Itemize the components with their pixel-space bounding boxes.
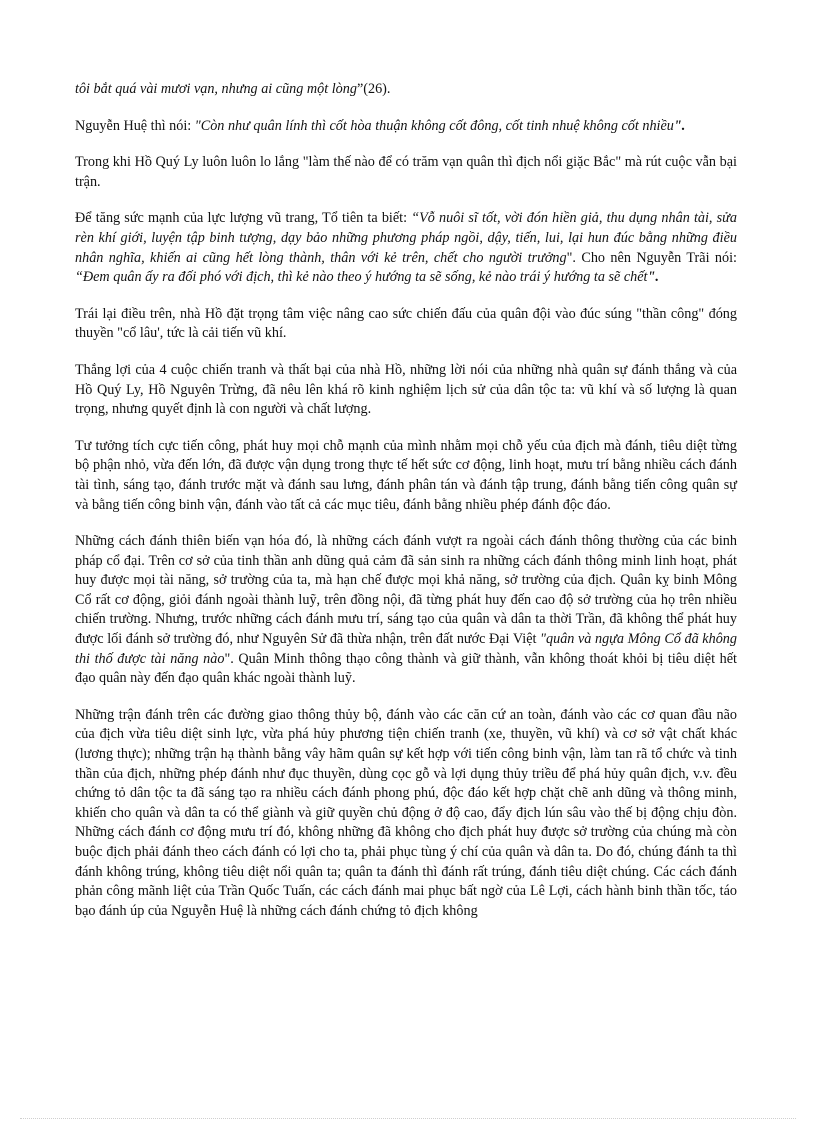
body-text: Những cách đánh thiên biến vạn hóa đó, là những cách đánh vượt ra ngoài cách đánh thông thường của các binh pháp cổ đại. Trên cơ sở của tinh thần anh dũng quả cảm đã sản sinh ra những cách đánh thông minh linh hoạt, phát huy được mọi tài năng, sở trường của ta, mà hạn chế được mọi khả năng, sở trường của địch. Quân kỵ binh Mông Cổ rất cơ động, giỏi đánh ngoài thành luỹ, trên đồng nội, đã từng phát huy đến cao độ sở trường của họ trên nhiều chiến trường. Nhưng, trước những cách đánh mưu trí, sáng tạo của quân và dân ta thời Trần, đã không thể phát huy được lối đánh sở trường đó, như Nguyên Sử đã thừa nhận, trên đất nước Đại Việt xyxy=(75,533,737,648)
body-text: Tư tưởng tích cực tiến công, phát huy mọi chỗ mạnh của mình nhằm mọi chỗ yếu của địch mà đánh, tiêu diệt từng bộ phận nhỏ, vừa đến lớn, đã được vận dụng trong thực tế hết sức cơ động, linh hoạt, mưu trí bằng nhiều cách đánh tài tình, sáng tạo, đánh trước mặt và đánh sau lưng, đánh phân tán và đánh tập trung, đánh bằng tiến công quân sự và bằng tiến công binh vận, đánh vào tất cả các mục tiêu, đánh bằng nhiều phép đánh độc đáo. xyxy=(75,437,737,513)
body-text: Những trận đánh trên các đường giao thông thủy bộ, đánh vào các căn cứ an toàn, đánh vào các cơ quan đầu não của địch vừa tiêu diệt sinh lực, vừa phá hủy phương tiện chiến tranh (xe, thuyền, vũ khí) và cơ sở vật chất khác (lương thực); những trận hạ thành bằng vây hãm quân sự kết hợp với tiến công binh vận, làm tan rã tổ chức và tinh thần của địch, những phép đánh như đục thuyền, dùng cọc gỗ và lợi dụng thủy triều để phá hủy quân địch, v.v. đều chứng tỏ dân tộc ta đã sáng tạo ra nhiều cách đánh phong phú, độc đáo kết hợp chặt chẽ anh dũng và thông minh, khiến cho quân và dân ta có thể giành và giữ quyền chủ động ở độ cao, đẩy địch lún sâu vào thế bị động chịu đòn. Những cách đánh cơ động mưu trí đó, không những đã không cho địch phát huy được sở trường của chúng mà còn buộc địch phải đánh theo cách đánh có lợi cho ta, phải phục tùng ý chí của quân và dân ta. Do đó, chúng đánh ta thì đánh không trúng, không tiêu diệt nổi quân ta; quân ta đánh thì đánh rất trúng, đánh tiêu diệt chúng. Các cách đánh phản công mãnh liệt của Trần Quốc Tuấn, các cách đánh mai phục bất ngờ của Lê Lợi, cách hành binh thần tốc, táo bạo đánh úp của Nguyễn Huệ là những cách đánh chứng tỏ địch không xyxy=(75,706,737,919)
body-text: ". Quân Minh thông thạo công thành và giữ thành, vẫn không thoát khỏi bị tiêu diệt hết đạo quân này đến đạo quân khác ngoài thành luỹ. xyxy=(75,650,737,687)
body-text: Trong khi Hồ Quý Ly luôn luôn lo lắng "làm thế nào để có trăm vạn quân thì địch nổi giặc Bắc" mà rút cuộc vẫn bại trận. xyxy=(75,154,737,190)
paragraph-3 xyxy=(75,153,737,192)
paragraph-4 xyxy=(75,209,737,287)
quote-text: “Vỗ nuôi sĩ tốt, vời đón hiền giả, thu dụng nhân tài, sửa rèn khí giới, luyện tập binh tượng, dạy bảo những phương pháp ngồi, dậy, tiến, lui, lại hun đúc bằng những điều nhân nghĩa, khiến ai cũng hết lòng thành, thân với kẻ trên, chết cho người trưởng xyxy=(75,210,737,266)
page-bottom-rule xyxy=(20,1118,796,1119)
quote-text: tôi bắt quá vài mươi vạn, nhưng ai cũng một lòng xyxy=(75,81,357,97)
body-text: ”(26). xyxy=(356,81,391,97)
quote-text: “Đem quân ấy ra đối phó với địch, thì kẻ nào theo ý hướng ta sẽ sống, kẻ nào trái ý hướng ta sẽ chết xyxy=(75,269,648,286)
paragraph-2 xyxy=(75,117,737,137)
quote-close: ". xyxy=(673,117,686,134)
paragraph-1 xyxy=(75,80,737,100)
body-text: Để tăng sức mạnh của lực lượng vũ trang, Tổ tiên ta biết: xyxy=(75,210,412,227)
quote-text: "Còn như quân lính thì cốt hòa thuận không cốt đông, cốt tinh nhuệ không cốt nhiều xyxy=(194,117,674,134)
quote-text: "quân và ngựa Mông Cổ đã không thi thố được tài năng nào xyxy=(75,631,737,667)
paragraph-8 xyxy=(75,532,737,689)
paragraph-7 xyxy=(75,437,737,515)
paragraph-6 xyxy=(75,361,737,420)
body-text: Nguyễn Huệ thì nói: xyxy=(75,117,195,134)
document-page xyxy=(75,80,737,938)
quote-close: ". xyxy=(647,269,659,286)
paragraph-5 xyxy=(75,305,737,344)
body-text: Thắng lợi của 4 cuộc chiến tranh và thất bại của nhà Hồ, những lời nói của những nhà quân sự đánh thắng và của Hồ Quý Ly, Hồ Nguyên Trừng, đã nêu lên khá rõ kinh nghiệm lịch sử của dân tộc ta: vũ khí và số lượng là quan trọng, nhưng quyết định là con người và chất lượng. xyxy=(75,361,737,418)
body-text: Trái lại điều trên, nhà Hồ đặt trọng tâm việc nâng cao sức chiến đấu của quân đội vào đúc súng "thần công" đóng thuyền "cổ lâu', tức là cải tiến vũ khí. xyxy=(75,305,737,342)
paragraph-9 xyxy=(75,706,737,922)
body-text: ". Cho nên Nguyễn Trãi nói: xyxy=(566,249,737,266)
